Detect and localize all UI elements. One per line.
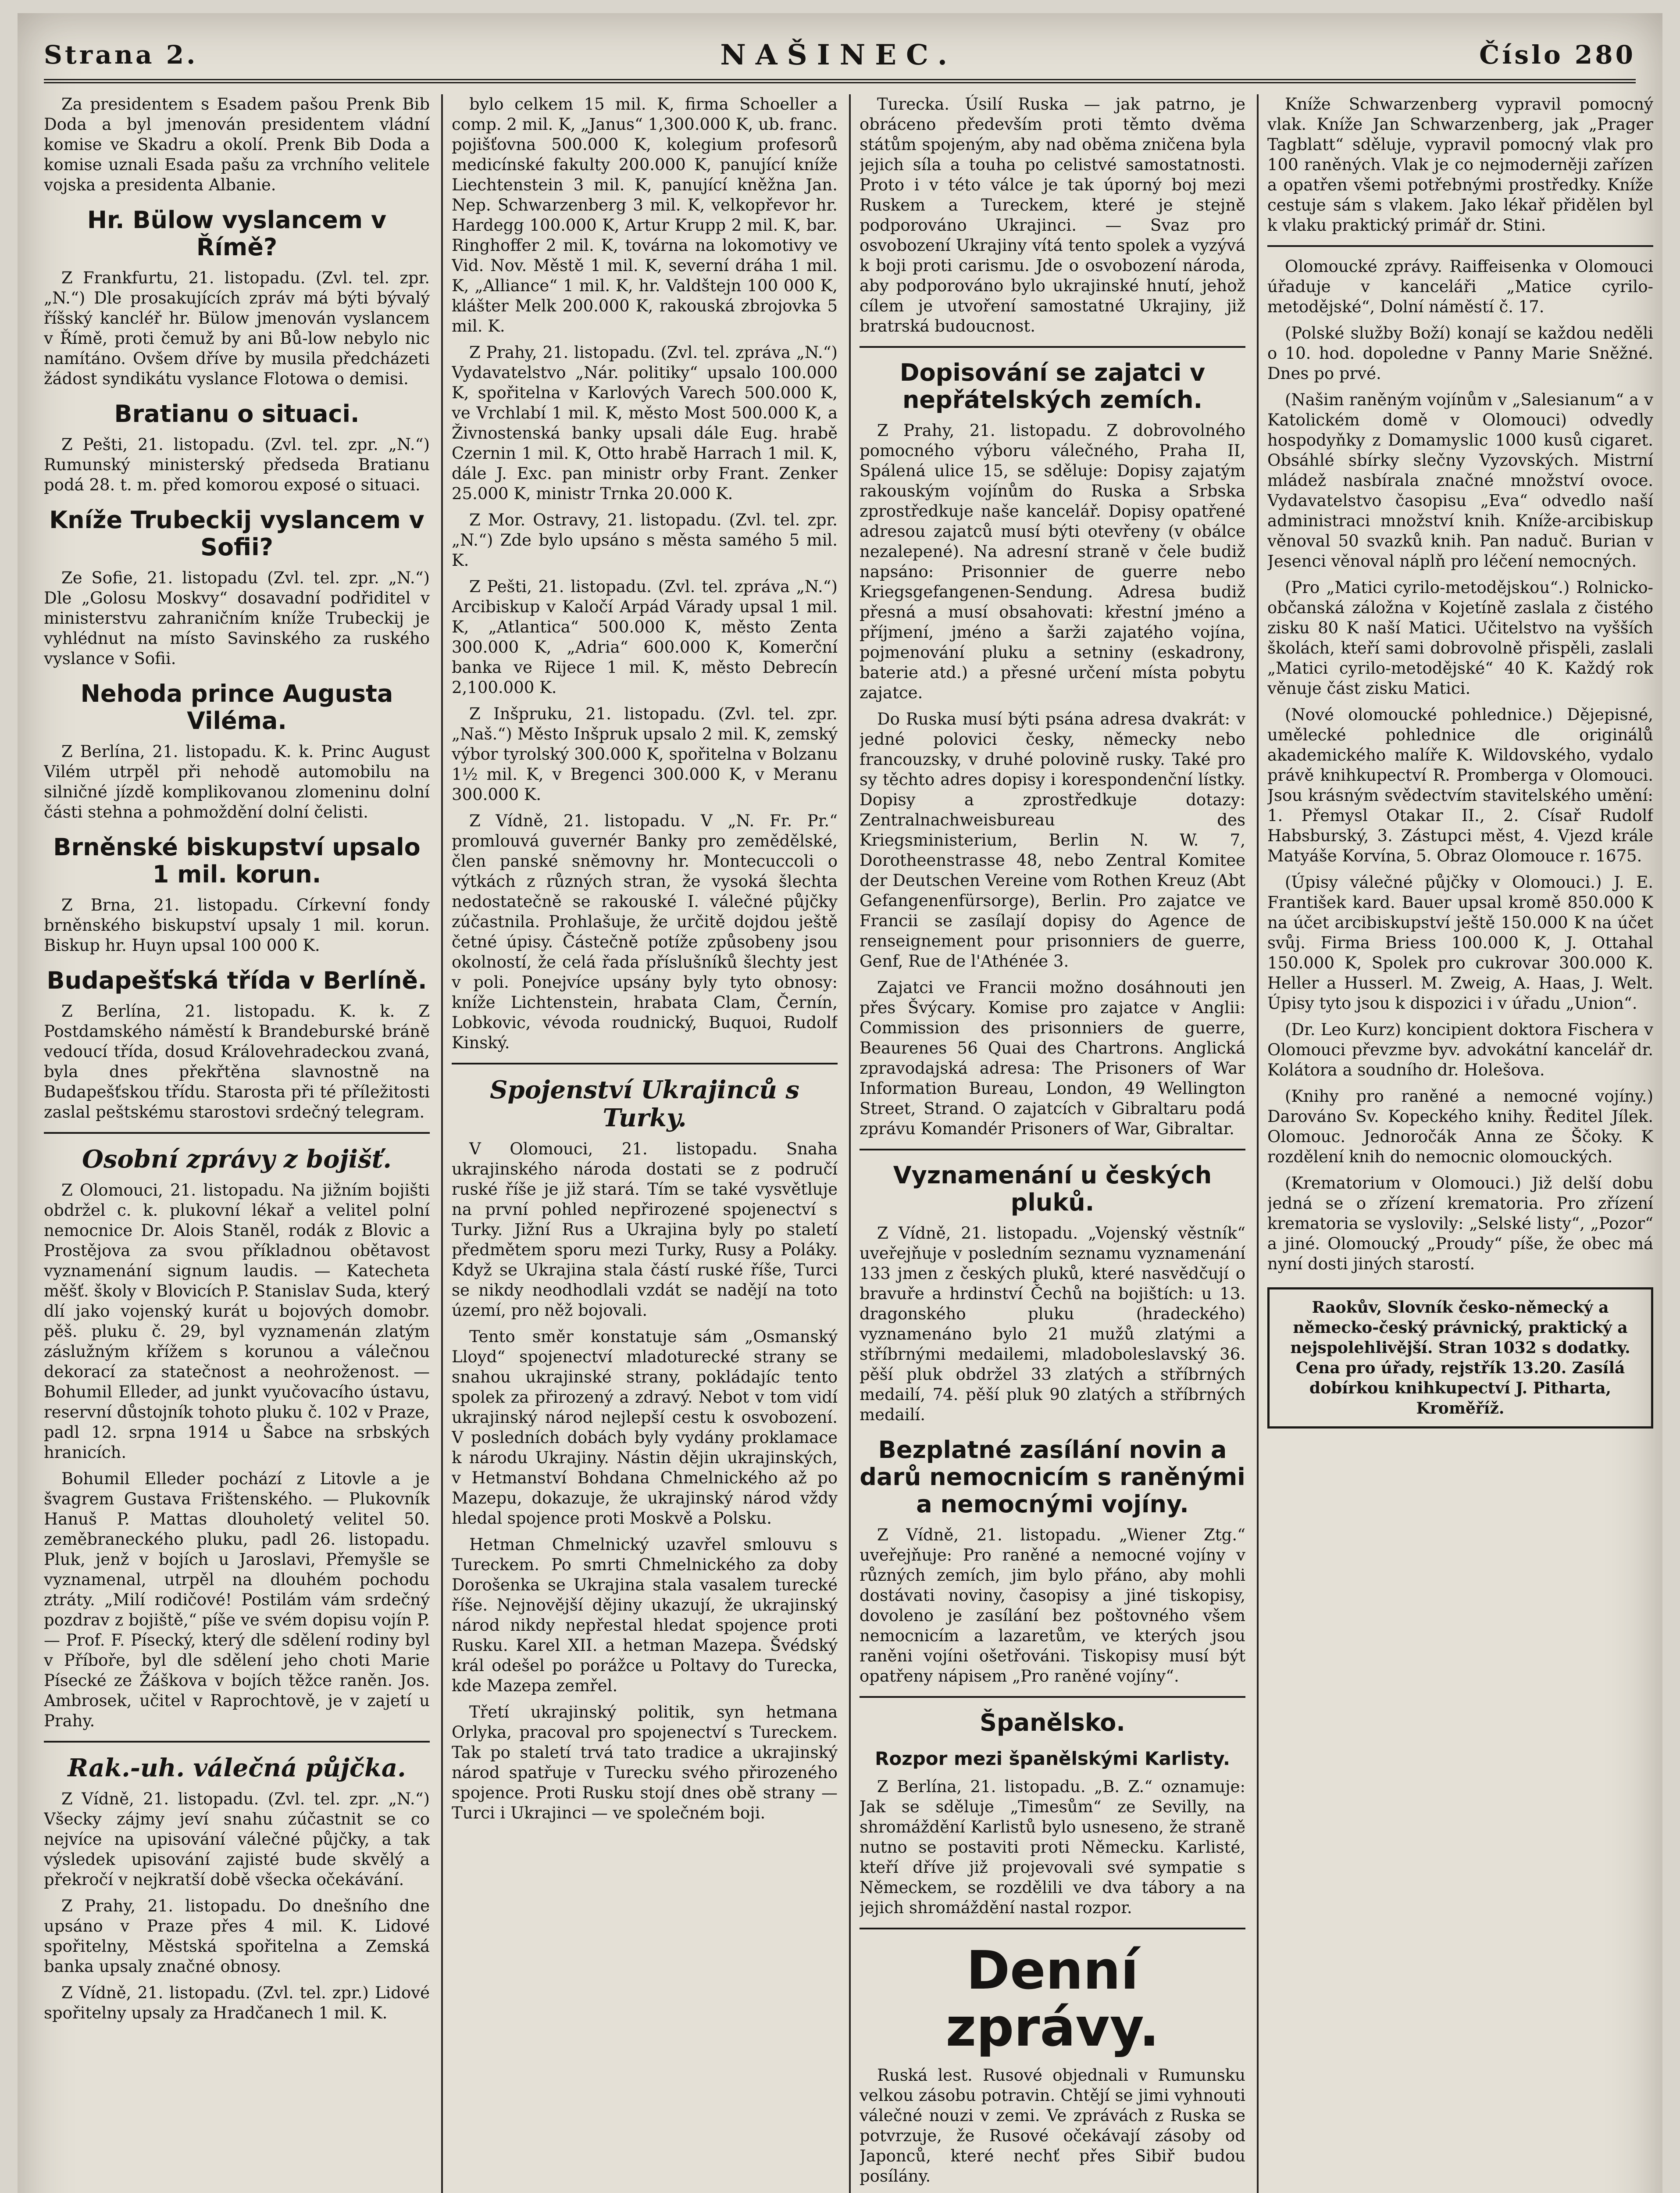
headline-bratianu: Bratianu o situaci. — [114, 400, 360, 428]
article-text: Olomoucké zprávy. Raiffeisenka v Olomouci úřaduje v kanceláři „Matice cyrilo-metodějské“, Dolní náměstí č. 17. — [1267, 257, 1653, 316]
article-text: Za presidentem s Esadem pašou Prenk Bib Doda a byl jmenován presidentem vládní komise ve Skadru a okolí. Prenk Bib Doda a komise uznali Esada pašu za vrchního velitele vojska a presidenta Albanie. — [44, 95, 430, 194]
divider — [860, 346, 1245, 348]
issue-label: Číslo 280 — [1479, 40, 1636, 70]
headline-nehoda: Nehoda prince Augusta Viléma. — [80, 680, 393, 735]
article-text: Z Prahy, 21. listopadu. Do dnešního dne upsáno v Praze přes 4 mil. K. Lidové spořitelny, Městská spořitelna a Zemská banka upsaly značné obnosy. — [44, 1897, 430, 1976]
article-text: (Pro „Matici cyrilo-metodějskou“.) Rolnicko-občanská záložna v Kojetíně zaslala z čistého zisku 80 K naší Matici. Učitelstvo na vyšších školách, kteří sami dobrovolně přispěli, zaslali „Matici cyrilo-metodějské“ 40 K. Každý rok věnuje část zisku Matici. — [1267, 578, 1653, 698]
headline-brno: Brněnské biskupství upsalo 1 mil. korun. — [53, 833, 421, 888]
article-text: (Dr. Leo Kurz) koncipient doktora Fischera v Olomouci převzme byv. advokátní kancelář dr. Kolátora a soudního dr. Holešova. — [1267, 1020, 1653, 1079]
column-divider — [441, 94, 443, 2193]
article-text: Ruská lest. Rusové objednali v Rumunsku velkou zásobu potravin. Chtějí se jimi vyhnouti válečné nouzi v zemi. Ve zprávách z Ruska se potvrzuje, že Rusové očekávají zásoby od Japonců, které nechť přes Sibiř budou posílány. — [860, 2066, 1245, 2186]
column-1 — [44, 94, 430, 2193]
article-text: Z Mor. Ostravy, 21. listopadu. (Zvl. tel. zpr. „N.“) Zde bylo upsáno s města samého 5 mil. K. — [452, 511, 838, 570]
column-4 — [1267, 94, 1653, 2193]
newspaper-page — [18, 13, 1662, 2193]
headline-spanelsko: Španělsko. — [980, 1709, 1125, 1736]
article-text: Z Prahy, 21. listopadu. (Zvl. tel. zpráva „N.“) Vydavatelstvo „Nár. politiky“ upsalo 100.000 K, spořitelna v Karlových Varech 500.000 K, ve Vrchlabí 1 mil. K, město Most 500.000 K, a Živnostenská banky upsali dále Eug. hrabě Czernin 1 mil. K, Otto hrabě Harrach 1 mil. K, dále J. Exc. pan ministr orby Frant. Zenker 25.000 K, ministr Trnka 20.000 K. — [452, 343, 838, 503]
divider — [860, 1149, 1245, 1150]
headline-vyznam: Vyznamenání u českých pluků. — [893, 1161, 1212, 1216]
headline-trubecki: Kníže Trubeckij vyslancem v Sofii? — [49, 506, 424, 561]
divider — [452, 1063, 838, 1064]
article-text: Z Olomouci, 21. listopadu. Na jižním bojišti obdržel c. k. plukovní lékař a velitel polní nemocnice Dr. Alois Staněl, rodák z Blovic a Prostějova za svou příkladnou obětavost vyznamenání signum laudis. — Katecheta měšť. školy v Blovicích P. Stanislav Suda, který dlí jako vojenský kurát u bojových domobr. pěš. pluku č. 29, byl vyznamenán zlatým záslužným křížem s korunou a válečnou dekorací za statečnost a neohroženost. — Bohumil Elleder, ad junkt vyučovacího ústavu, reservní důstojník tohoto pluku č. 102 v Praze, padl 12. srpna 1914 u Šabce na srbských hranicích. — [44, 1181, 430, 1462]
article-text: Z Vídně, 21. listopadu. „Vojenský věstník“ uveřejňuje v posledním seznamu vyznamenání 133 jmen z českých pluků, které nasvědčují o bravuře a hrdinství Čechů na bojištích: u 13. dragonského pluku (hradeckého) vyznamenáno bylo 21 mužů zlatými a stříbrnými medailemi, mladoboleslavský 36. pěší pluk obdržel 33 zlatých a stříbrných medailí, 74. pěší pluk 90 zlatých a stříbrných medailí. — [860, 1224, 1245, 1424]
article-text: Z Berlína, 21. listopadu. K. k. Princ August Vilém utrpěl při nehodě automobilu na silničné jízdě komplikovanou zlomeninu dolní části stehna a pohmoždění dolní čelisti. — [44, 742, 430, 821]
article-text: Z Frankfurtu, 21. listopadu. (Zvl. tel. zpr. „N.“) Dle prosakujících zpráv má býti bývalý říšský kancléř hr. Bülow jmenován vyslancem v Římě, proti čemuž by ani Bů-low nebylo nic namítáno. Ovšem dříve by musila předcházeti žádost syndikátu vyslance Flotowa o demisi. — [44, 268, 430, 388]
headline-denni-zpravy: Denní zprávy. — [945, 1940, 1159, 2058]
article-text: Z Berlína, 21. listopadu. „B. Z.“ oznamuje: Jak se sděluje „Timesům“ ze Sevilly, na shromáždění Karlistů bylo usneseno, že straně nutno se postaviti proti Německu. Karlisté, kteří dříve již projevovali své sympatie s Německem, se rozdělili ve dva tábory a na jejich shromáždění nastal rozpor. — [860, 1777, 1245, 1917]
article-text: Z Vídně, 21. listopadu. V „N. Fr. Pr.“ promlouvá guvernér Banky pro zemědělské, člen panské sněmovny hr. Montecuccoli o výtkách z různých stran, že vysoká šlechta nedostatečně se rakouské I. válečné půjčky zúčastnila. Prohlašuje, že určitě dojdou ještě četné úpisy. Částečně potíže způsobeny jsou okolností, že celá řada příslušníků šlechty jest v poli. Ponejvíce upsány byly tyto obnosy: kníže Lichtenstein, hrabata Clam, Černín, Lobkovic, vévoda roudnický, Buquoi, Rudolf Kinský. — [452, 811, 838, 1052]
advertisement-text: Raokův, Slovník česko-německý a německo-český právnický, praktický a nejspolehlivější. Stran 1032 s dodatky. Cena pro úřady, rejstřík 13.20. Zasílá dobírkou knihkupectví J. Pitharta, Kroměříž. — [1290, 1298, 1630, 1418]
paper-title: NAŠINEC. — [720, 38, 957, 71]
article-text: (Našim raněným vojínům v „Salesianum“ a v Katolickém domě v Olomouci) odvedly hospodyňky z Domamyslic 1000 kusů cigaret. Obsáhlé sbírky slečny Vyzovských. Mistrní mládež nasbírala značné množství ovoce. Vydavatelstvo časopisu „Eva“ odvedlo naší administraci množství knih. Kníže-arcibiskup věnoval 50 svazků knih. Pan naduč. Burian v Jesenci věnoval náplň pro léčení nemocných. — [1267, 390, 1653, 571]
article-text: Turecka. Úsilí Ruska — jak patrno, je obráceno především proti těmto dvěma státům spojeným, aby nad oběma zničena byla jejich síla a touha po celistvé samostatnosti. Proto i v této válce je tak úporný boj mezi Ruskem a Tureckem, které je stejně podporováno Ukrajinci. — Svaz pro osvobození Ukrajiny vítá tento spolek a vyzývá k boji proti carismu. Jde o osvobození národa, aby podporováno bylo ukrajinské hnutí, jehož cílem je utvoření samostatné Ukrajiny, již bratrská budoucnost. — [860, 95, 1245, 336]
headline-osobni: Osobní zprávy z bojišť. — [82, 1145, 392, 1174]
headline-bezplatne: Bezplatné zasílání novin a darů nemocnicím s raněnými a nemocnými vojíny. — [860, 1436, 1245, 1518]
advertisement-box — [1267, 1287, 1653, 1429]
headline-dopis: Dopisování se zajatci v nepřátelských zemích. — [899, 359, 1206, 414]
article-text: Bohumil Elleder pochází z Litovle a je švagrem Gustava Frištenského. — Plukovník Hanuš P. Mattas dlouholetý velitel 50. zeměbraneckého pluku, padl 26. listopadu. Pluk, jenž v bojích u Jaroslavi, Přemyšle se vyznamenal, utrpěl na dlouhém pochodu ztráty. „Milí rodičové! Postilám vám srdečný pozdrav z bojiště,“ píše ve svém dopisu vojín P. — Prof. F. Písecký, který dle sdělení rodiny byl v Příboře, byl dle sdělení jeho choti Marie Písecké ze Žáškova v bojích těžce raněn. Jos. Ambrosek, učitel v Raprochtově, je v zajetí u Prahy. — [44, 1469, 430, 1730]
article-text: Do Ruska musí býti psána adresa dvakrát: v jedné polovici česky, německy nebo francouzsky, v druhé polovině rusky. Také pro sy těchto adres dopisy i korespondenční lístky. Dopisy a zprostředkuje dotazy: Zentralnachweisbureau des Kriegsministerium, Berlin N. W. 7, Dorotheenstrasse 48, nebo Zentral Komitee der Deutschen Vereine vom Rothen Kreuz (Abt Gefangenenfürsorge), Berlin. Pro zajatce ve Francii se zasílají dopisy do Agence de renseignement pour prisonniers de guerre, Genf, Rue de l'Athénée 3. — [860, 710, 1245, 971]
column-2 — [452, 94, 838, 2193]
article-text: (Knihy pro raněné a nemocné vojíny.) Darováno Sv. Kopeckého knihy. Ředitel Jílek. Olomouc. Jednoročák Anna ze Ščoky. K rozdělení knih do nemocnic olomouckých. — [1267, 1087, 1653, 1166]
article-text: Z Pešti, 21. listopadu. (Zvl. tel. zpr. „N.“) Rumunský ministerský předseda Bratianu podá 28. t. m. před komorou exposé o situaci. — [44, 435, 430, 494]
headline-rakuh: Rak.-uh. válečná půjčka. — [68, 1754, 406, 1782]
column-divider — [1257, 94, 1259, 2193]
divider — [44, 1132, 430, 1134]
headline-budapest: Budapešťská třída v Berlíně. — [46, 967, 427, 994]
article-text: Z Inšpruku, 21. listopadu. (Zvl. tel. zpr. „Naš.“) Město Inšpruk upsalo 2 mil. K, zemský výbor tyrolský 300.000 K, spořitelna v Bolzanu 1½ mil. K, v Bregenci 300.000 K, v Meranu 300.000 K. — [452, 704, 838, 804]
divider — [1267, 245, 1653, 247]
headline-bulow: Hr. Bülow vyslancem v Římě? — [87, 206, 387, 261]
article-text: Z Vídně, 21. listopadu. „Wiener Ztg.“ uveřejňuje: Pro raněné a nemocné vojíny v různých zemích, jim bylo přáno, aby mohli dostávati noviny, časopisy a jiné tiskopisy, dovoleno je zasílání bez poštovného všem nemocnicím a lazaretům, ve kterých jsou raněni vojíni ošetřováni. Tiskopisy musí být opatřeny nápisem „Pro raněné vojíny“. — [860, 1525, 1245, 1686]
article-text: (Úpisy válečné půjčky v Olomouci.) J. E. František kard. Bauer upsal kromě 850.000 K na účet arcibiskupství ještě 150.000 K na účet svůj. Firma Briess 100.000 K, J. Ottahal 150.000 K, Spolek pro cukrovar 300.000 K. Heller a Husserl. M. Zweig, A. Haas, J. Welt. Úpisy tyto jsou k dispozici i v úřadu „Union“. — [1267, 873, 1653, 1013]
article-text: Z Pešti, 21. listopadu. (Zvl. tel. zpráva „N.“) Arcibiskup v Kaločí Arpád Várady upsal 1 mil. K, „Atlantica“ 500.000 K, město Zenta 300.000 K, „Adria“ 600.000 K, Komerční banka ve Rijece 1 mil. K, město Debrecín 2,100.000 K. — [452, 577, 838, 697]
divider — [860, 1696, 1245, 1698]
masthead — [44, 31, 1636, 83]
article-text: Z Vídně, 21. listopadu. (Zvl. tel. zpr. „N.“) Všecky zájmy jeví snahu zúčastnit se co nejvíce na upisování válečné půjčky, a tak výsledek upisování zajisté bude skvělý a překročí v nejkratší době všecka očekávání. — [44, 1789, 430, 1889]
divider — [44, 1741, 430, 1743]
headline-spojenstvi: Spojenství Ukrajinců s Turky. — [490, 1075, 799, 1132]
article-text: Z Vídně, 21. listopadu. (Zvl. tel. zpr.) Lidové spořitelny upsaly za Hradčanech 1 mil. K. — [44, 1983, 430, 2022]
article-text: V Olomouci, 21. listopadu. Snaha ukrajinského národa dostati se z područí ruské říše je již stará. Tím se také vysvětluje na první pohled nepřirozené spojenectví s Turky. Jižní Rus a Ukrajina byly po staletí předmětem sporu mezi Turky, Rusy a Poláky. Když se Ukrajina stala částí ruské říše, Turci se nikdy neodhodlali vzdát se nadějí na toto území, pro něž bojovali. — [452, 1139, 838, 1320]
article-text: Z Berlína, 21. listopadu. K. k. Z Postdamského náměstí k Brandeburské bráně vedoucí třída, dosud Královehradeckou zvaná, byla dnes překřtěna slavnostně na Budapešťskou třídu. Starosta při té příležitosti zaslal peštskému starostovi srdečný telegram. — [44, 1002, 430, 1122]
divider — [860, 1928, 1245, 1929]
article-text: Zajatci ve Francii možno dosáhnouti jen přes Švýcary. Komise pro zajatce v Anglii: Commission des prisonniers de guerre, Beaurenes 56 Quai des Chartrons. Anglická zpravodajská adresa: The Prisoners of War Information Bureau, London, 49 Wellington Street, Strand. O zajatcích v Gibraltaru podá zprávu Komandér Prisoners of War, Gibraltar. — [860, 978, 1245, 1138]
article-text: Tento směr konstatuje sám „Osmanský Lloyd“ spojenectví mladoturecké strany se snahou ukrajinské strany, pokládajíc tento spolek za přirozený a zdravý. Nebot v tom vidí ukrajinský národ nejlepší cestu k osvobození. V posledních dobách byly vydány proklamace k národu Ukrajiny. Nástin dějin ukrajinských, v Hetmanství Bohdana Chmelnického až po Mazepu, dokazuje, že ukrajinský národ vždy hledal spojence proti Moskvě a Polsku. — [452, 1327, 838, 1528]
column-3 — [860, 94, 1245, 2193]
article-text: Z Brna, 21. listopadu. Církevní fondy brněnského biskupství upsaly 1 mil. korun. Biskup hr. Huyn upsal 100 000 K. — [44, 896, 430, 955]
article-text: Kníže Schwarzenberg vypravil pomocný vlak. Kníže Jan Schwarzenberg, jak „Prager Tagblatt“ sděluje, vypravil pomocný vlak pro 100 raněných. Vlak je co nejmoderněji zařízen a opatřen všemi potřebnými prostředky. Kníže cestuje sám s vlakem. Jako lékař přidělen byl k vlaku praktický primář dr. Stini. — [1267, 95, 1653, 235]
article-text: (Krematorium v Olomouci.) Již delší dobu jedná se o zřízení krematoria. Pro zřízení krematoria se vyslovily: „Selské listy“, „Pozor“ a jiné. Olomoucký „Proudy“ píše, že obec má nyní dosti jiných starostí. — [1267, 1174, 1653, 1273]
article-text: bylo celkem 15 mil. K, firma Schoeller a comp. 2 mil. K, „Janus“ 1,300.000 K, ub. franc. pojišťovna 500.000 K, kolegium profesorů medicínské fakulty 200.000 K, panující kníže Liechtenstein 3 mil. K, panující kněžna Jan. Nep. Schwarzenberg 3 mil. K, velkopřevor hr. Hardegg 100.000 K, Artur Krupp 2 mil. K, bar. Ringhoffer 2 mil. K, továrna na lokomotivy ve Vid. Nov. Městě 1 mil. K, severní dráha 1 mil. K, „Alliance“ 1 mil. K, hr. Valdštejn 100 000 K, klášter Melk 200.000 K, rakouská zbrojovka 5 mil. K. — [452, 95, 838, 336]
article-text: Ze Sofie, 21. listopadu (Zvl. tel. zpr. „N.“) Dle „Golosu Moskvy“ dosavadní podřiditel v ministerstvu zahraničním kníže Trubeckij je vyhlédnut na místo Savinského za ruského vyslance v Sofii. — [44, 568, 430, 668]
article-text: Hetman Chmelnický uzavřel smlouvu s Tureckem. Po smrti Chmelnického za doby Dorošenka se Ukrajina stala vasalem turecké říše. Nejnovější dějiny ukazují, že ukrajinský národ nikdy nepřestal hledat spojence proti Rusku. Karel XII. a hetman Mazepa. Švédský král odešel po porážce u Poltavy do Turecka, kde Mazepa zemřel. — [452, 1535, 838, 1695]
article-text: (Polské služby Boží) konají se každou neděli o 10. hod. dopoledne v Panny Marie Sněžné. Dnes po prvé. — [1267, 324, 1653, 383]
column-divider — [849, 94, 851, 2193]
page-label: Strana 2. — [44, 40, 198, 70]
article-text: Třetí ukrajinský politik, syn hetmana Orlyka, pracoval pro spojenectví s Tureckem. Tak po staletí trvá tato tradice a ukrajinský národ spatřuje v Turecku svého přirozeného spojence. Proti Rusku stojí dnes obě strany — Turci i Ukrajinci — ve společném boji. — [452, 1703, 838, 1822]
article-text: Z Prahy, 21. listopadu. Z dobrovolného pomocného výboru válečného, Praha II, Spálená ulice 15, se sděluje: Dopisy zajatým rakouským vojínům do Ruska a Srbska zprostředkuje naše kancelář. Dopisy opatřené adresou zajatců musí býti otevřeny (v obálce nezalepené). Na adresní straně v čele budiž napsáno: Prisonnier de guerre nebo Kriegsgefangenen-Sendung. Adresa budiž přesná a musí obsahovati: křestní jméno a příjmení, jméno a šarži zajatého vojína, pojmenování pluku a setniny (eskadrony, baterie atd.) a přesné určení místa pobytu zajatce. — [860, 421, 1245, 702]
subheadline-spanelsko: Rozpor mezi španělskými Karlisty. — [875, 1748, 1230, 1769]
article-text: (Nové olomoucké pohlednice.) Dějepisné, umělecké pohlednice dle originálů akademického malíře K. Wildovského, vydalo právě knihkupectví R. Promberga v Olomouci. Jsou krásným svědectvím stavitelského umění: 1. Přemysl Otakar II., 2. Císař Rudolf Habsburský, 3. Zástupci měst, 4. Vjezd krále Matyáše Korvína, 5. Obraz Olomouce r. 1675. — [1267, 705, 1653, 865]
